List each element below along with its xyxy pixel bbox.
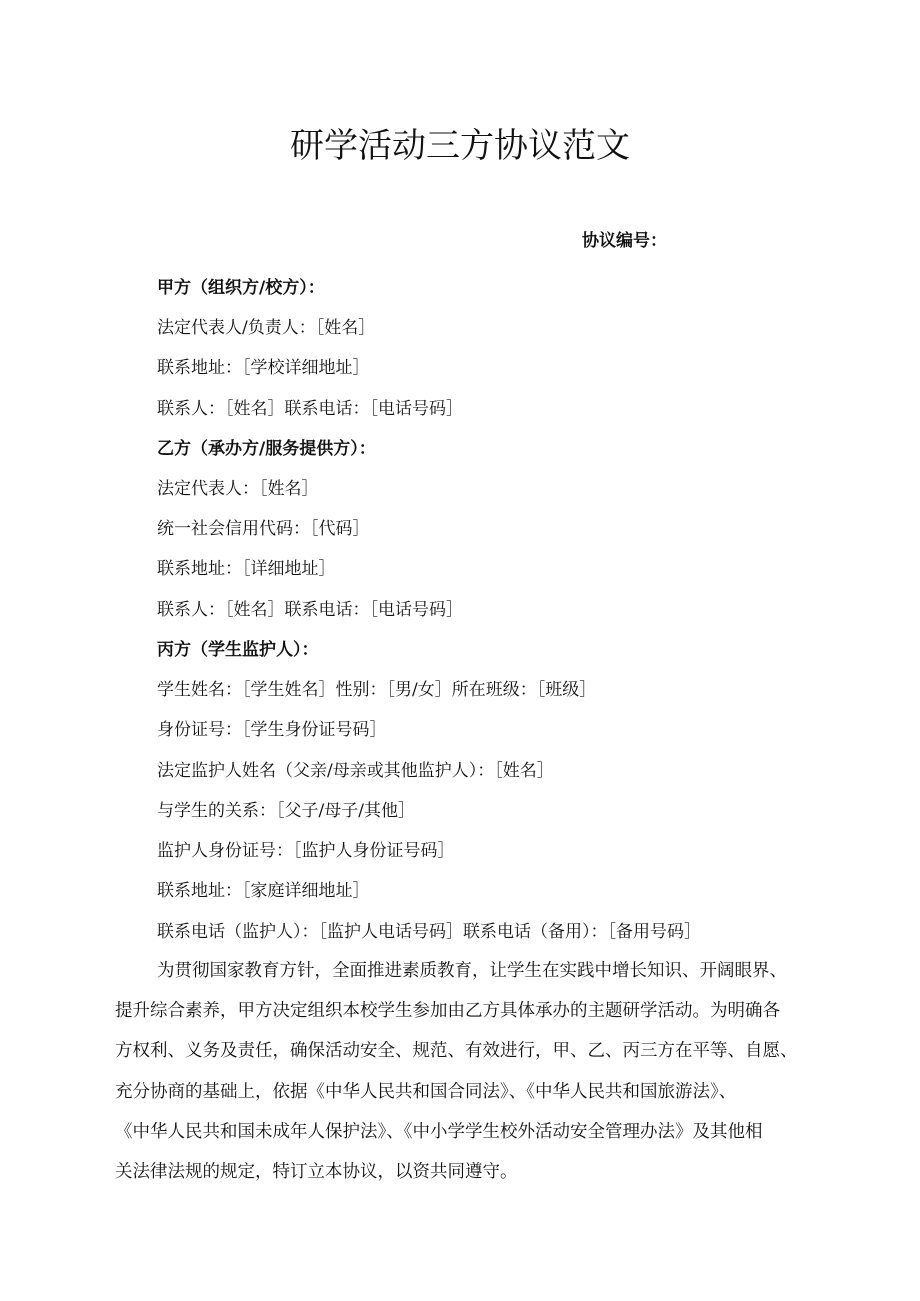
party-c-line: 法定监护人姓名（父亲/母亲或其他监护人）：［姓名］ [157,761,554,781]
party-b-line: 联系人：［姓名］联系电话：［电话号码］ [157,600,463,620]
party-c-line: 监护人身份证号：［监护人身份证号码］ [157,841,455,861]
party-a-line: 联系人：［姓名］联系电话：［电话号码］ [157,399,463,419]
preamble-line: 方权利、义务及责任，确保活动安全、规范、有效进行，甲、乙、丙三方在平等、自愿、 [115,1041,798,1061]
party-c-line: 与学生的关系：［父子/母子/其他］ [157,801,415,821]
party-a-heading: 甲方（组织方/校方）： [157,278,325,298]
party-c-line: 联系电话（监护人）：［监护人电话号码］联系电话（备用）：［备用号码］ [157,922,701,942]
preamble-line: 提升综合素养，甲方决定组织本校学生参加由乙方具体承办的主题研学活动。为明确各 [115,1001,780,1021]
preamble-line: 《中华人民共和国未成年人保护法》、《中小学学生校外活动安全管理办法》及其他相 [115,1122,763,1142]
party-c-line: 联系地址：［家庭详细地址］ [157,881,370,901]
party-b-heading: 乙方（承办方/服务提供方）： [157,439,376,459]
preamble-line: 为贯彻国家教育方针，全面推进素质教育，让学生在实践中增长知识、开阔眼界、 [157,961,787,981]
party-b-line: 法定代表人：［姓名］ [157,479,319,499]
party-a-line: 联系地址：［学校详细地址］ [157,358,370,378]
party-a-line: 法定代表人/负责人：［姓名］ [157,318,376,338]
preamble-line: 充分协商的基础上，依据《中华人民共和国合同法》、《中华人民共和国旅游法》、 [115,1082,737,1102]
party-b-line: 联系地址：［详细地址］ [157,559,336,579]
party-c-heading: 丙方（学生监护人）： [157,640,319,660]
party-c-line: 身份证号：［学生身份证号码］ [157,720,387,740]
party-b-line: 统一社会信用代码：［代码］ [157,519,370,539]
party-c-line: 学生姓名：［学生姓名］性别：［男/女］所在班级：［班级］ [157,680,597,700]
preamble-line: 关法律法规的规定，特订立本协议，以资共同遵守。 [115,1162,518,1182]
page-title: 研学活动三方协议范文 [290,126,630,166]
agreement-number-label: 协议编号： [582,231,667,251]
